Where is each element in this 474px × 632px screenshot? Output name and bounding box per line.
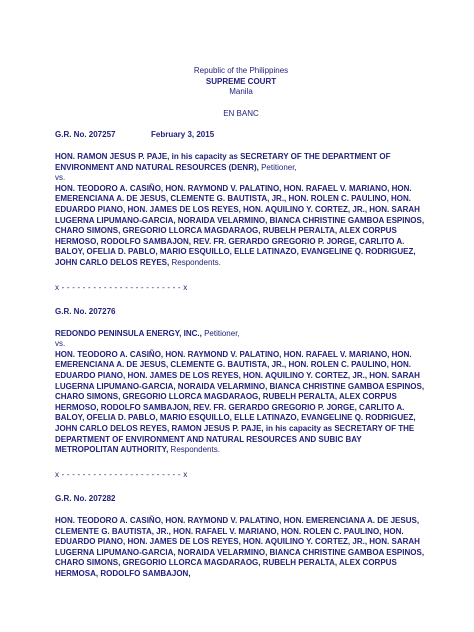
versus-label: vs. [55,339,66,349]
division-line: EN BANC [223,108,259,118]
decision-date: February 3, 2015 [151,130,215,140]
petitioner-paragraph [55,329,427,340]
respondents-role: Respondents. [169,257,221,267]
case-block-3 [55,494,427,579]
case-separator: x - - - - - - - - - - - - - - - - - - - - - - - x [55,469,188,479]
gr-number: G.R. No. 207282 [55,494,116,504]
document-content [55,66,427,580]
respondents-role: Respondents. [168,445,220,455]
respondent-names: HON. TEODORO A. CASIÑO, HON. RAYMOND V. PALATINO, HON. RAFAEL V. MARIANO, HON. EMERENCIANA A. DE JESUS, CLEMENTE G. BAUTISTA, JR., HON. ROLEN C. PAULINO, HON. EDUARDO PIANO, HON. JAMES DE LOS REYES, HON. AQUILINO Y. CORTEZ, JR., HON. SARAH LUGERNA LIPUMANO-GARCIA, NORAIDA VELARMINO, BIANCA CHRISTINE GAMBOA ESPINOS, CHARO SIMONS, GREGORIO LLORCA MAGDARAOG, RUBELH PERALTA, ALEX CORPUS HERMOSO, RODOLFO SAMBAJON, REV. FR. GERARDO GREGORIO P. JORGE, CARLITO A. BALOY, OFELIA D. PABLO, MARIO ESQUILLO, ELLE LATINAZO, EVANGELINE Q. RODRIGUEZ, JOHN CARLO DELOS REYES, [55,183,425,267]
court-name: SUPREME COURT [205,76,277,86]
petitioner-paragraph [55,152,427,173]
gr-number: G.R. No. 207276 [55,307,116,317]
case-separator: x - - - - - - - - - - - - - - - - - - - - - - - x [55,282,188,292]
petitioner-names: HON. TEODORO A. CASIÑO, HON. RAYMOND V. PALATINO, HON. EMERENCIANA A. DE JESUS, CLEMENTE G. BAUTISTA, JR., HON. RAFAEL V. MARIANO, HON. ROLEN C. PAULINO, HON. EDUARDO PIANO, HON. JAMES DE LOS REYES, HON. AQUILINO Y. CORTEZ, JR., HON. SARAH LUGERNA LIPUMANO-GARCIA, NORAIDA VELARMINO, BIANCA CHRISTINE GAMBOA ESPINOS, CHARO SIMONS, GREGORIO LLORCA MAGDARAOG, RUBELH PERALTA, ALEX CORPUS HERMOSA, RODOLFO SAMBAJON, [55,516,425,578]
republic-line: Republic of the Philippines [193,66,289,75]
gr-number: G.R. No. 207257 [55,130,116,140]
petitioner-names: HON. RAMON JESUS P. PAJE, in his capacity as SECRETARY OF THE DEPARTMENT OF ENVIRONMENT AND NATURAL RESOURCES (DENR), [55,151,391,172]
document-header [55,66,427,119]
petitioner-role: Petitioner, [201,328,240,338]
petitioner-role: Petitioner, [258,162,297,172]
respondents-paragraph [55,350,427,456]
case-heading [55,130,427,141]
versus-label: vs. [55,173,66,183]
respondents-paragraph [55,184,427,269]
petitioner-names: REDONDO PENINSULA ENERGY, INC., [55,328,202,338]
city-line: Manila [229,87,253,97]
respondent-names: HON. TEODORO A. CASIÑO, HON. RAYMOND V. PALATINO, HON. RAFAEL V. MARIANO, HON. EMERENCIANA A. DE JESUS, CLEMENTE G. BAUTISTA, JR., HON. ROLEN C. PAULINO, HON. EDUARDO PIANO, HON. JAMES DE LOS REYES, HON. AQUILINO Y. CORTEZ, JR., HON. SARAH LUGERNA LIPUMANO-GARCIA, NORAIDA VELARMINO, BIANCA CHRISTINE GAMBOA ESPINOS, CHARO SIMONS, GREGORIO LLORCA MAGDARAOG, RUBELH PERALTA, ALEX CORPUS HERMOSO, RODOLFO SAMBAJON, REV. FR. GERARDO GREGORIO P. JORGE, CARLITO A. BALOY, OFELIA D. PABLO, MARIO ESQUILLO, ELLE LATINAZO, EVANGELINE Q. RODRIGUEZ, JOHN CARLO DELOS REYES, RAMON JESUS P. PAJE, in his capacity as SECRETARY OF THE DEPARTMENT OF ENVIRONMENT AND NATURAL RESOURCES AND SUBIC BAY METROPOLITAN AUTHORITY, [55,349,425,455]
case-block-1 [55,130,427,268]
case-block-2 [55,307,427,456]
